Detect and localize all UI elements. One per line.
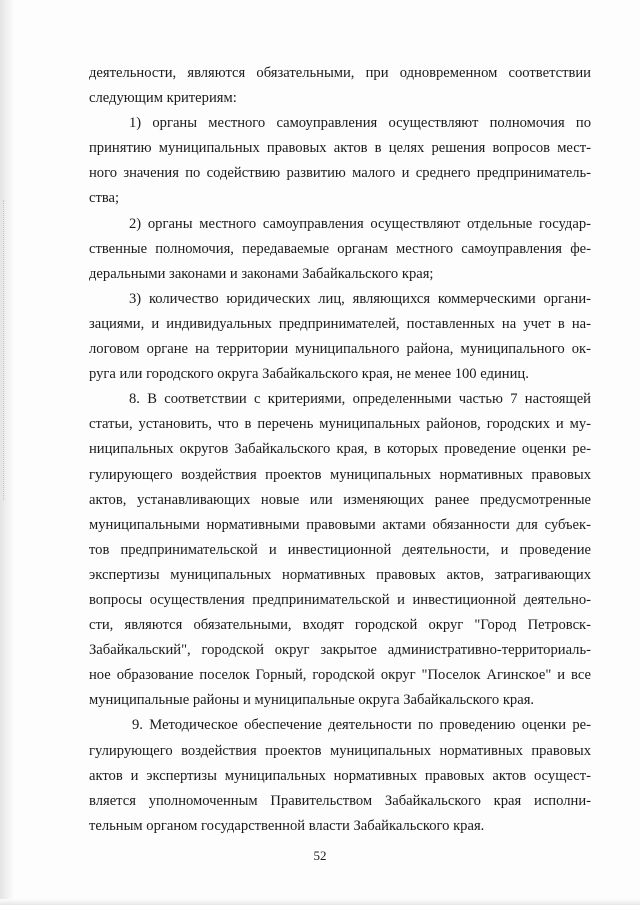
text-line: деральными законами и законами Забайкальского края;	[89, 265, 434, 282]
text-line: экспертизы муниципальных нормативных правовых актов, затрагивающих	[89, 566, 591, 583]
text-line: 2) органы местного самоуправления осуществляют отдельные государ-	[129, 215, 591, 232]
text-line: муниципальными нормативными правовыми актами обязанности для субъек-	[89, 516, 591, 533]
text-line: ниципальных округов Забайкальского края, в которых проведение оценки ре-	[89, 441, 591, 458]
text-line: статьи, установить, что в перечень муниципальных районов, городских и му-	[89, 416, 591, 433]
text-line: ного значения по содействию развитию малого и среднего предприниматель-	[89, 165, 591, 182]
text-line: зациями, и индивидуальных предпринимателей, поставленных на учет в на-	[89, 315, 591, 332]
text-line: Забайкальский", городской округ закрытое административно-территориаль-	[89, 642, 591, 659]
text-line: 3) количество юридических лиц, являющихся коммерческими органи-	[129, 290, 591, 307]
text-line: тов предпринимательской и инвестиционной деятельности, и проведение	[89, 541, 591, 558]
text-line: тельным органом государственной власти Забайкальского края.	[89, 817, 485, 834]
text-line: следующим критериям:	[89, 90, 237, 107]
text-line: вляется уполномоченным Правительством Забайкальского края исполни-	[89, 792, 591, 809]
text-line: ственные полномочия, передаваемые органам местного самоуправления фе-	[89, 240, 591, 257]
text-line: логовом органе на территории муниципального района, муниципального ок-	[89, 341, 591, 358]
text-line: ное образование поселок Горный, городской округ "Поселок Агинское" и все	[89, 667, 591, 684]
page-number: 52	[313, 848, 327, 863]
text-line: 9. Методическое обеспечение деятельности по проведению оценки ре-	[132, 717, 591, 734]
text-line: 8. В соответствии с критериями, определенными частью 7 настоящей	[129, 391, 591, 408]
text-line: актов и экспертизы муниципальных нормативных правовых актов осущест-	[89, 767, 591, 784]
text-line: муниципальные районы и муниципальные округа Забайкальского края.	[89, 692, 535, 709]
text-line: актов, устанавливающих новые или изменяющих ранее предусмотренные	[89, 491, 591, 508]
text-line: гулирующего воздействия проектов муниципальных нормативных правовых	[89, 466, 591, 483]
text-line: вопросы осуществления предпринимательской и инвестиционной деятельно-	[89, 591, 591, 608]
text-line: ства;	[89, 190, 120, 207]
document-body	[89, 61, 591, 839]
text-line: 1) органы местного самоуправления осуществляют полномочия по	[129, 115, 591, 132]
scan-shadow-bottom	[0, 899, 640, 905]
text-line: принятию муниципальных правовых актов в целях решения вопросов мест-	[89, 140, 591, 157]
text-line: гулирующего воздействия проектов муниципальных нормативных правовых	[89, 742, 591, 759]
text-line: руга или городского округа Забайкальского края, не менее 100 единиц.	[89, 366, 529, 383]
text-line: сти, являются обязательными, входят городской округ "Город Петровск-	[89, 617, 591, 634]
text-line: деятельности, являются обязательными, при одновременном соответствии	[89, 65, 591, 81]
scan-margin-specks	[3, 200, 8, 500]
